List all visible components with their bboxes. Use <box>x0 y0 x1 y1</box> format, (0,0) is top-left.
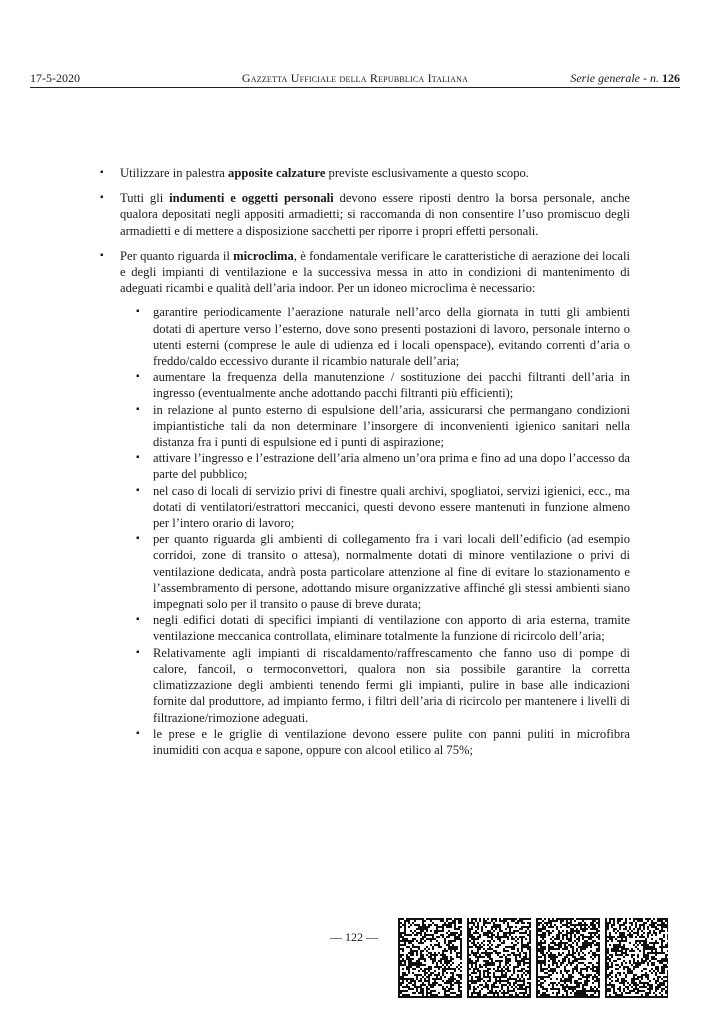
sub-list-item-text: attivare l’ingresso e l’estrazione dell’aria almeno un’ora prima e fino ad una dopo l’accesso da parte del pubblico; <box>153 451 630 482</box>
sub-list-item <box>120 612 630 644</box>
bullet-icon: ▪ <box>100 167 104 178</box>
bullet-icon: ▪ <box>136 533 140 545</box>
sub-list-item <box>120 402 630 451</box>
sub-list-item-text: le prese e le griglie di ventilazione devono essere pulite con panni puliti in microfibra inumiditi con acqua e sapone, oppure con alcool etilico al 75%; <box>153 726 630 757</box>
bullet-icon: ▪ <box>136 727 140 739</box>
list-item-text: , è fondamentale verificare le caratteristiche di aerazione dei locali e degli impianti di ventilazione e la successiva messa in atto in condizioni di mantenimento di adeguati ricambi e qualità dell’aria indoor. Per un idoneo microclima è necessario: <box>120 248 630 296</box>
sub-list-item-text: aumentare la frequenza della manutenzione / sostituzione dei pacchi filtranti dell’aria in ingresso (eventualmente anche adottando pacchi filtranti più efficienti); <box>153 370 630 401</box>
bullet-icon: ▪ <box>136 306 140 318</box>
sub-list-item-text: per quanto riguarda gli ambienti di collegamento fra i vari locali dell’edificio (ad esempio corridoi, zone di transito o attesa), normalmente dotati di minore ventilazione o privi di ventilazione dedicata, andrà posta particolare attenzione al fine di evitare lo stazionamento e l’assembramento di persone, adottando misure organizzative affinché gli stessi ambienti siano impegnati solo per il transito o pause di breve durata; <box>153 532 630 612</box>
list-item-bold: apposite calzature <box>228 166 326 180</box>
bullet-icon: ▪ <box>136 484 140 496</box>
sub-list-item-text: garantire periodicamente l’aerazione naturale nell’arco della giornata in tutti gli ambienti dotati di aperture verso l’esterno, dove sono presenti postazioni di lavoro, personale interno o utenti esterni (comprese le aule di udienza ed i locali openspace), evitando correnti d’aria o freddo/caldo eccessivo durante il ricambio naturale dell’aria; <box>153 305 630 369</box>
bullet-icon: ▪ <box>100 249 104 261</box>
bullet-icon: ▪ <box>136 452 140 464</box>
list-item-text: previste esclusivamente a questo scopo. <box>325 166 529 180</box>
sub-list-item-text: Relativamente agli impianti di riscaldamento/raffrescamento che fanno uso di pompe di calore, fancoil, o termoconvettori, qualora non sia possibile garantire la corretta climatizzazione degli ambienti tenendo fermi gli impianti, pulire in base alle indicazioni fornite dal produttore, ad impianto fermo, i filtri dell’aria di ricircolo per mantenere i livelli di filtrazione/rimozione adeguati. <box>153 645 630 725</box>
barcode-block <box>605 918 668 998</box>
list-item-text: Per quanto riguarda il <box>120 248 234 263</box>
page-header <box>30 70 680 86</box>
barcode-block <box>398 918 462 998</box>
sub-list-item <box>120 369 630 401</box>
list-item-bold: indumenti e oggetti personali <box>169 191 334 206</box>
list-item-text: devono essere riposti dentro la borsa personale, anche qualora depositati negli appositi armadietti; si raccomanda di non consentire l’uso promiscuo degli armadietti e di mettere a disposizione sacchetti per riporre i propri effetti personali. <box>120 191 630 238</box>
sub-list-item <box>120 450 630 482</box>
sub-list-item <box>120 304 630 369</box>
list-item <box>100 165 630 181</box>
header-serie <box>570 70 680 86</box>
bullet-icon: ▪ <box>136 646 140 658</box>
list-item-text: Utilizzare in palestra <box>120 166 229 180</box>
document-body <box>100 165 630 767</box>
list-item <box>100 248 630 758</box>
bullet-icon: ▪ <box>136 614 140 626</box>
barcode-block <box>467 918 531 998</box>
header-date: 17-5-2020 <box>30 71 80 85</box>
list-item-bold: microclima <box>233 248 294 263</box>
bullet-icon: ▪ <box>136 371 140 383</box>
barcode-block <box>536 918 600 998</box>
sub-list-item <box>120 531 630 612</box>
list-item <box>100 190 630 239</box>
sub-list-item <box>120 645 630 726</box>
header-title: Gazzetta Ufficiale della Repubblica Italiana <box>241 71 469 85</box>
bullet-icon: ▪ <box>100 192 104 204</box>
page-number: — 122 — <box>330 930 378 944</box>
bullet-icon: ▪ <box>136 403 140 415</box>
sub-list-item-text: nel caso di locali di servizio privi di finestre quali archivi, spogliatoi, servizi igienici, ecc., ma dotati di ventilatori/estrattori meccanici, questi devono essere mantenuti in funzione almeno per l’intero orario di lavoro; <box>153 483 630 531</box>
header-serie-label: Serie generale - n. <box>570 71 659 85</box>
sub-list-item-text: in relazione al punto esterno di espulsione dell’aria, assicurarsi che permangano condizioni impiantistiche tali da non determinare l’insorgere di inconvenienti igienico sanitari nella distanza fra i punti di espulsione ed i punti di aspirazione; <box>153 402 630 450</box>
sub-list-item <box>120 483 630 532</box>
sub-list-item-text: negli edifici dotati di specifici impianti di ventilazione con apporto di aria esterna, tramite ventilazione meccanica controllata, eliminare totalmente la funzione di ricircolo dell’aria; <box>153 613 630 644</box>
microclima-sublist <box>120 304 630 758</box>
header-divider <box>30 87 680 88</box>
list-item-text: Tutti gli <box>120 191 170 206</box>
header-serie-number: 126 <box>662 71 680 85</box>
datamatrix-barcode-icon <box>398 918 668 998</box>
sub-list-item <box>120 726 630 758</box>
